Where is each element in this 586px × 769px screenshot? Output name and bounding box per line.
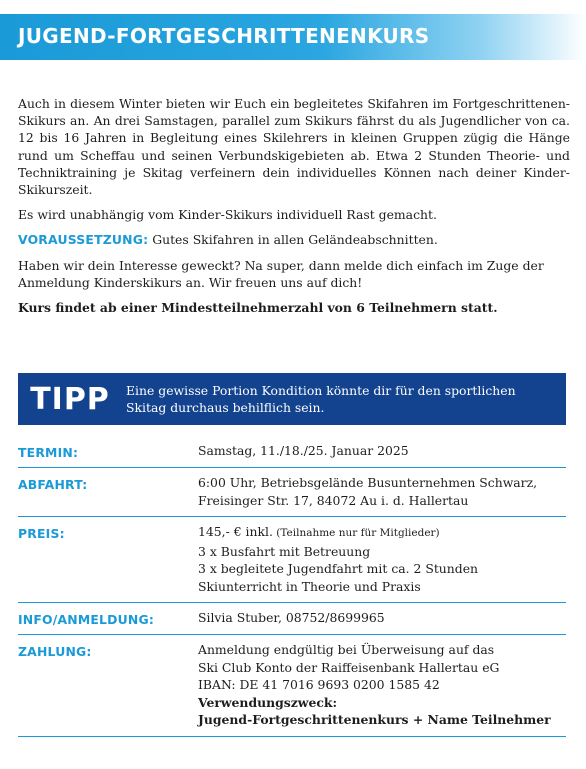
zahlung-purpose-text: Jugend-Fortgeschrittenenkurs + Name Teilnehmer: [198, 712, 551, 727]
abfahrt-line: Freisinger Str. 17, 84072 Au i. d. Hallertau: [198, 492, 469, 508]
zahlung-line: Ski Club Konto der Raiffeisenbank Hallertau eG: [198, 659, 500, 675]
zahlung-line: Anmeldung endgültig bei Überweisung auf das: [198, 642, 495, 657]
interest-paragraph: Haben wir dein Interesse geweckt? Na super, dann melde dich einfach im Zuge der Anmeldung Kinderskikurs an. Wir freuen uns auf dich!: [18, 257, 544, 290]
detail-row-abfahrt: [18, 468, 566, 517]
detail-row-zahlung: [18, 635, 566, 737]
detail-row-preis: [18, 517, 566, 603]
abfahrt-label: ABFAHRT:: [18, 477, 88, 492]
preis-line: Skiunterricht in Theorie und Praxis: [198, 578, 421, 594]
preis-value: [198, 523, 566, 595]
abfahrt-value: [198, 474, 566, 509]
termin-date: Samstag, 11./18./25. Januar 2025: [198, 443, 409, 458]
tipp-text: Eine gewisse Portion Kondition könnte dir für den sportlichen Skitag durchaus behilflich sein.: [126, 383, 516, 415]
tipp-logo: TIPP: [30, 381, 110, 417]
abfahrt-line: 6:00 Uhr, Betriebsgelände Busunternehmen Schwarz,: [198, 475, 538, 490]
minimum-participants-note: Kurs findet ab einer Mindestteilnehmerzahl von 6 Teilnehmern statt.: [18, 300, 498, 316]
requirement-paragraph: [18, 231, 570, 248]
detail-row-termin: [18, 436, 566, 468]
zahlung-purpose-label: Verwendungszweck:: [198, 694, 338, 710]
termin-value: [198, 442, 566, 460]
detail-row-info: [18, 603, 566, 635]
preis-amount-note: (Teilnahme nur für Mitglieder): [272, 527, 440, 539]
zahlung-value: [198, 641, 566, 729]
termin-label: TERMIN:: [18, 445, 79, 460]
page-title: JUGEND-FORTGESCHRITTENENKURS: [18, 24, 430, 48]
preis-amount-line: [198, 523, 566, 543]
intro-paragraph: Auch in diesem Winter bieten wir Euch ein begleitetes Skifahren im Fortgeschrittenen-Skikurs an. An drei Samstagen, parallel zum Skikurs fährst du als Jugendlicher von ca. 12 bis 16 Jahren in Begleitung eines Skilehrers in kleinen Gruppen zügig die Hänge rund um Scheffau und seinen Verbundskigebieten ab. Etwa 2 Stunden Theorie- und Techniktraining je Skitag verfeinern dein individuelles Können nach deiner Kinder-Skikurszeit.: [18, 96, 570, 198]
preis-label: PREIS:: [18, 526, 65, 541]
info-contact: Silvia Stuber, 08752/8699965: [198, 610, 385, 625]
info-value: [198, 609, 566, 627]
intro-section: [18, 95, 570, 324]
zahlung-label: ZAHLUNG:: [18, 644, 92, 659]
zahlung-iban: IBAN: DE 41 7016 9693 0200 1585 42: [198, 677, 440, 692]
requirement-label: VORAUSSETZUNG:: [18, 232, 149, 248]
preis-amount: 145,- € inkl.: [198, 524, 273, 539]
preis-line: 3 x begleitete Jugendfahrt mit ca. 2 Stunden: [198, 561, 479, 576]
tipp-box: [18, 373, 566, 425]
rest-paragraph: Es wird unabhängig vom Kinder-Skikurs individuell Rast gemacht.: [18, 207, 437, 223]
preis-line: 3 x Busfahrt mit Betreuung: [198, 543, 371, 559]
title-banner: [0, 14, 586, 60]
course-details: [18, 436, 566, 737]
info-label: INFO/ANMELDUNG:: [18, 612, 154, 627]
requirement-text: Gutes Skifahren in allen Geländeabschnitten.: [148, 232, 438, 248]
